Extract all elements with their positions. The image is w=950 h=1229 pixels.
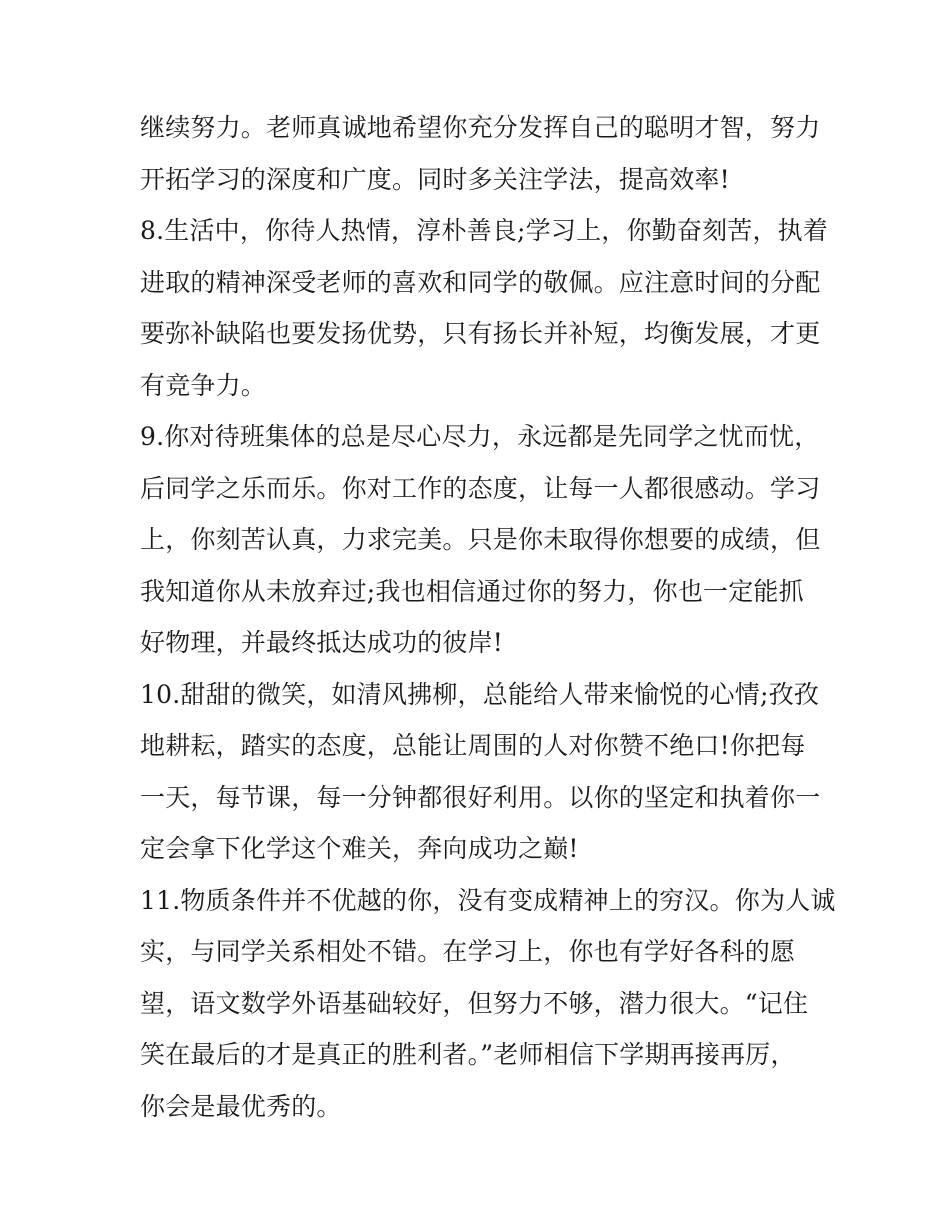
text-line: 望，语文数学外语基础较好，但努力不够，潜力很大。“记住 <box>140 988 809 1018</box>
text-line: 地耕耘，踏实的态度，总能让周围的人对你赞不绝口!你把每 <box>140 731 806 760</box>
text-line: 9.你对待班集体的总是尽心尽力，永远都是先同学之忧而忧， <box>140 422 820 451</box>
text-line: 进取的精神深受老师的喜欢和同学的敬佩。应注意时间的分配 <box>140 267 821 297</box>
text-line: 笑在最后的才是真正的胜利者。”老师相信下学期再接再厉， <box>140 1040 796 1069</box>
text-line: 要弥补缺陷也要发扬优势，只有扬长并补短，均衡发展，才更 <box>140 319 821 348</box>
text-line: 继续努力。老师真诚地希望你充分发挥自己的聪明才智，努力 <box>140 113 821 142</box>
text-line: 上，你刻苦认真，力求完美。只是你未取得你想要的成绩，但 <box>140 525 821 554</box>
text-line: 10.甜甜的微笑，如清风拂柳，总能给人带来愉悦的心情;孜孜 <box>140 679 819 709</box>
text-line: 实，与同学关系相处不错。在学习上，你也有学好各科的愿 <box>140 937 796 966</box>
text-line: 11.物质条件并不优越的你，没有变成精神上的穷汉。你为人诚 <box>140 885 836 915</box>
text-line: 8.生活中，你待人热情，淳朴善良;学习上，你勤奋刻苦，执着 <box>140 216 829 245</box>
text-line: 好物理，并最终抵达成功的彼岸! <box>140 628 504 657</box>
text-line: 我知道你从未放弃过;我也相信通过你的努力，你也一定能抓 <box>140 576 804 606</box>
text-line: 有竞争力。 <box>140 370 267 400</box>
document-body <box>140 102 836 1132</box>
text-line: 开拓学习的深度和广度。同时多关注学法，提高效率! <box>140 164 730 194</box>
text-line: 你会是最优秀的。 <box>140 1091 342 1121</box>
text-line: 一天，每节课，每一分钟都很好利用。以你的坚定和执着你一 <box>140 782 821 812</box>
text-line: 后同学之乐而乐。你对工作的态度，让每一人都很感动。学习 <box>140 473 821 503</box>
text-line: 定会拿下化学这个难关，奔向成功之巅! <box>140 834 579 863</box>
